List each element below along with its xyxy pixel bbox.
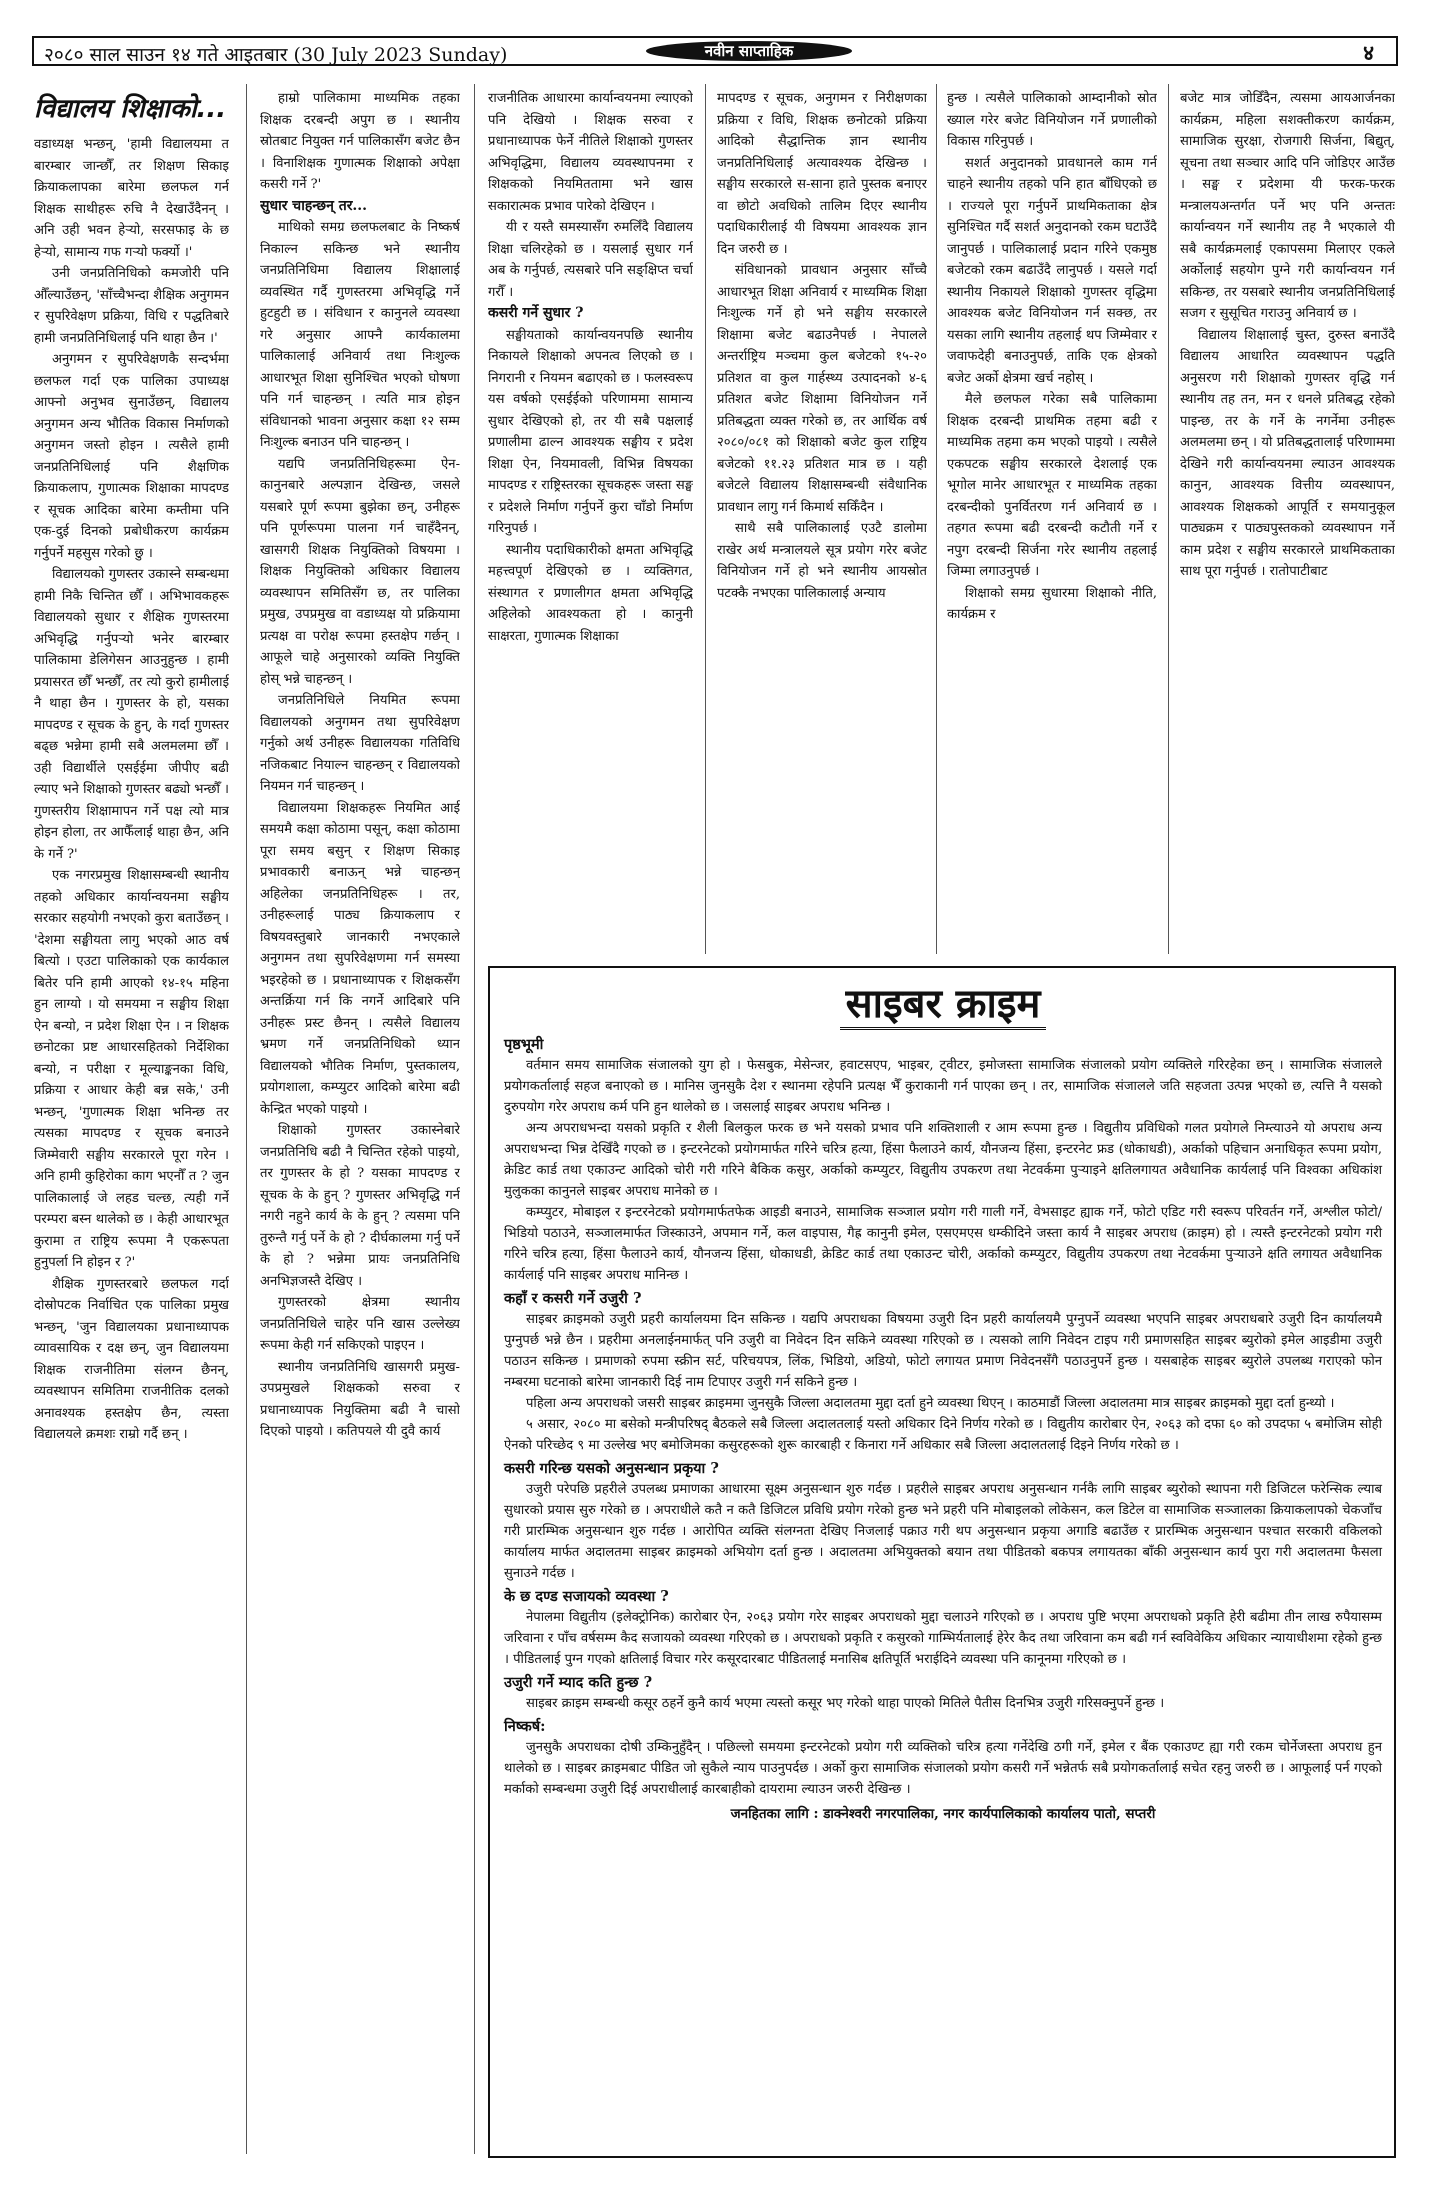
section-heading: कहाँ र कसरी गर्ने उजुरी ?: [504, 1290, 642, 1307]
paragraph: सशर्त अनुदानको प्रावधानले काम गर्न चाहने स्थानीय तहको पनि हात बाँधिएको छ । राज्यले पूरा गर्नुपर्ने प्राथमिकताका क्षेत्र सुनिश्चित गर्दै सशर्त अनुदानको रकम घटाउँदै जानुपर्छ । पालिकालाई प्रदान गरिने एकमुष्ठ बजेटको रकम बढाउँदै लानुपर्छ । यसले गर्दा स्थानीय निकायले शिक्षाको गुणस्तर वृद्धिमा आवश्यक बजेट विनियोजन गर्न सक्छ, तर यसका लागि स्थानीय तहलाई थप जिम्मेवार र जवाफदेही बनाउनुपर्छ, ताकि एक क्षेत्रको बजेट अर्को क्षेत्रमा खर्च नहोस् ।: [947, 155, 1157, 386]
paragraph: विद्यालयको गुणस्तर उकास्ने सम्बन्धमा हामी निकै चिन्तित छौँ । अभिभावकहरू विद्यालयको सुधार र शैक्षिक गुणस्तरमा अभिवृद्धि गर्नुपर्‍यो भनेर बारम्बार पालिकामा डेलिगेसन आउनुहुन्छ । हामी प्रयासरत छौँ भन्छौँ, तर त्यो कुरो हामीलाई नै थाहा छैन । गुणस्तर के हो, यसका मापदण्ड र सूचक के हुन्, के गर्दा गुणस्तर बढ्छ भन्नेमा हामी सबै अलमलमा छौँ । उही विद्यार्थीले एसईईमा जीपीए बढी ल्याए भने शिक्षाको गुणस्तर बढ्यो भन्छौँ । गुणस्तरीय शिक्षामापन गर्ने पक्ष त्यो मात्र होइन होला, तर आफैँलाई थाहा छैन, अनि के गर्ने ?': [34, 567, 229, 862]
article-column-1: [34, 88, 229, 2148]
subheading: सुधार चाहन्छन् तर...: [260, 197, 368, 214]
subheading: कसरी गर्ने सुधार ?: [488, 305, 584, 321]
paragraph: एक नगरप्रमुख शिक्षासम्बन्धी स्थानीय तहको अधिकार कार्यान्वयनमा सङ्घीय सरकार सहयोगी नभएको कुरा बताउँछन् । 'देशमा सङ्घीयता लागु भएको आठ वर्ष बित्यो । एउटा पालिकाको एक कार्यकाल बितेर पनि हामी आएको १४-१५ महिना हुन लाग्यो । यो समयमा न सङ्घीय शिक्षा ऐन बन्यो, न प्रदेश शिक्षा ऐन । न शिक्षक छनोटका प्रष्ट आधारसहितको निर्देशिका बन्यो, न परीक्षा र मूल्याङ्कनका विधि, प्रक्रिया र आधार केही बन्न सके,' उनी भन्छन्, 'गुणात्मक शिक्षा भनिन्छ तर त्यसका मापदण्ड र सूचक बनाउने जिम्मेवारी सङ्घीय सरकारले पूरा गरेन । अनि हामी कुहिरोका काग भएनौँ त ? जुन पालिकालाई जे लहड चल्छ, त्यही गर्ने परम्परा बस्न थालेको छ । केही आधारभूत कुरामा त राष्ट्रिय रूपमा नै एकरूपता हुनुपर्ला नि होइन र ?': [34, 868, 229, 1270]
paragraph: स्थानीय जनप्रतिनिधि खासगरी प्रमुख-उपप्रमुखले शिक्षकको सरुवा र प्रधानाध्यापक नियुक्तिमा बढी नै चासो दिएको पाइयो । कतिपयले यी दुवै कार्य: [260, 1359, 460, 1439]
section-heading: निष्कर्ष:: [504, 1718, 546, 1735]
column-rule: [936, 84, 937, 954]
paragraph: वडाध्यक्ष भन्छन्, 'हामी विद्यालयमा त बारम्बार जान्छौँ, तर शिक्षण सिकाइ क्रियाकलापका बारेमा छलफल गर्न शिक्षक साथीहरू रुचि नै देखाउँदैनन् । अनि उही भवन हेर्‍यो, सरसफाइ के छ हेर्‍यो, सामान्य गफ गर्‍यो फर्क्यो ।': [34, 137, 229, 260]
issue-date: २०८० साल साउन १४ गते आइतबार (30 July 2023 Sunday): [44, 44, 508, 66]
paragraph: हाम्रो पालिकामा माध्यमिक तहका शिक्षक दरबन्दी अपुग छ । स्थानीय स्रोतबाट नियुक्त गर्न पालिकासँग बजेट छैन । विनाशिक्षक गुणात्मक शिक्षाको अपेक्षा कसरी गर्ने ?': [260, 91, 460, 192]
page-number: ४: [1363, 40, 1374, 65]
box-title: [504, 978, 1382, 1030]
paragraph: शैक्षिक गुणस्तरबारे छलफल गर्दा दोस्रोपटक निर्वाचित एक पालिका प्रमुख भन्छन्, 'जुन विद्यालयका प्रधानाध्यापक व्यावसायिक र दक्ष छन्, जुन विद्यालयमा शिक्षक राजनीतिमा संलग्न छैनन्, व्यवस्थापन समितिमा राजनीतिक दलको अनावश्यक हस्तक्षेप छैन, त्यस्ता विद्यालयले क्रमशः राम्रो गर्दै छन् ।: [34, 1276, 229, 1442]
article-column-3: [488, 88, 693, 958]
paragraph: माथिको समग्र छलफलबाट के निष्कर्ष निकाल्न सकिन्छ भने स्थानीय जनप्रतिनिधिमा विद्यालय शिक्षालाई व्यवस्थित गर्दै गुणस्तरमा अभिवृद्धि गर्ने हुटहुटी छ । संविधान र कानुनले व्यवस्था गरे अनुसार आफ्नै कार्यकालमा पालिकालाई अनिवार्य तथा निःशुल्क आधारभूत शिक्षा सुनिश्चित भएको घोषणा पनि गर्न चाहन्छन् । त्यति मात्र होइन संविधानको भावना अनुसार कक्षा १२ सम्म निःशुल्क बनाउन पनि चाहन्छन् ।: [260, 220, 460, 450]
section-heading: उजुरी गर्ने म्याद कति हुन्छ ?: [504, 1674, 653, 1691]
section-heading: कसरी गरिन्छ यसको अनुसन्धान प्रकृया ?: [504, 1460, 719, 1477]
article-kicker: विद्यालय शिक्षाको...: [34, 94, 227, 124]
paragraph: वर्तमान समय सामाजिक संजालको युग हो । फेसबुक, मेसेन्जर, हवाटसएप, भाइबर, ट्वीटर, इमोजस्ता सामाजिक संजालको प्रयोग व्यक्तिले गरिरहेका छन् । सामाजिक संजालले प्रयोगकर्तालाई सहज बनाएको छ । मानिस जुनसुकै देश र स्थानमा रहेपनि प्रत्यक्ष भैँ कुराकानी गर्न पाएका छन् । तर, सामाजिक संजालले जति सहजता उत्पन्न भएको छ, त्यत्ति नै यसको दुरुपयोग गरेर अपराध कर्म पनि हुन थालेको छ । जसलाई साइबर अपराध भनिन्छ ।: [504, 1058, 1382, 1115]
paragraph: विद्यालयमा शिक्षकहरू नियमित आई समयमै कक्षा कोठामा पसून्, कक्षा कोठामा पूरा समय बसुन् र शिक्षण सिकाइ प्रभावकारी बनाऊन् भन्ने चाहन्छन् अहिलेका जनप्रतिनिधिहरू । तर, उनीहरूलाई पाठ्य क्रियाकलाप र विषयवस्तुबारे जानकारी नभएकाले अनुगमन तथा सुपरिवेक्षणमा गर्न समस्या भइरहेको छ । प्रधानाध्यापक र शिक्षकसँग अन्तर्क्रिया गर्न कि नगर्ने आदिबारे पनि उनीहरू प्रस्ट छैनन् । त्यसैले विद्यालय भ्रमण गर्ने जनप्रतिनिधिको ध्यान विद्यालयको भौतिक निर्माण, पुस्तकालय, प्रयोगशाला, कम्प्युटर आदिको बारेमा बढी केन्द्रित भएको पाइयो ।: [260, 800, 460, 1117]
paragraph: साइबर क्राइम सम्बन्धी कसूर ठहर्ने कुनै कार्य भएमा त्यस्तो कसूर भए गरेको थाहा पाएको मितिले पैतीस दिनभित्र उजुरी गरिसक्नुपर्ने हुन्छ ।: [526, 1696, 1165, 1711]
column-rule: [1168, 84, 1169, 954]
paragraph: अन्य अपराधभन्दा यसको प्रकृति र शैली बिलकुल फरक छ भने यसको प्रभाव पनि शक्तिशाली र आम रूपमा हुन्छ । विद्युतीय प्रविधिको गलत प्रयोगले निम्त्याउने यो अपराध अन्य अपराधभन्दा भिन्न देखिँदै गएको छ । इन्टरनेटको प्रयोगमार्फत गरिने चरित्र हत्या, हिंसा फैलाउने कार्य, यौनजन्य हिंसा, इन्टरनेट फ्रड (धोकाधडी), अर्काको पहिचान अनाधिकृत रूपमा प्रयोग, क्रेडिट कार्ड तथा एकाउन्ट आदिको चोरी गरी गरिने बैकिक कसुर, अर्काको कम्प्युटर, विद्युतीय उपकरण तथा नेटवर्कमा पुऱ्याइने क्षतिलगायत अवैधानिक कार्यलाई पनि विश्वका अधिकांश मुलुकका कानुनले साइबर अपराध मानेको छ ।: [504, 1121, 1382, 1199]
column-rule: [474, 84, 475, 2154]
article-column-5: [947, 88, 1157, 958]
column-rule: [705, 84, 706, 954]
paper-name-badge: नवीन साप्ताहिक: [646, 41, 852, 61]
article-column-6: [1180, 88, 1395, 958]
paragraph: साथै सबै पालिकालाई एउटै डालोमा राखेर अर्थ मन्त्रालयले सूत्र प्रयोग गरेर बजेट विनियोजन गर्ने हो भने स्थानीय आयस्रोत पटक्कै नभएका पालिकालाई अन्याय: [717, 521, 927, 601]
column-rule: [246, 84, 247, 2154]
article-column-4: [717, 88, 927, 958]
section-heading: पृष्ठभूमी: [504, 1036, 544, 1053]
paragraph: संविधानको प्रावधान अनुसार साँच्चै आधारभूत शिक्षा अनिवार्य र माध्यमिक शिक्षा निःशुल्क गर्ने हो भने सङ्घीय सरकारले शिक्षामा बजेट बढाउनैपर्छ । नेपालले अन्तर्राष्ट्रिय मञ्चमा कुल बजेटको १५-२० प्रतिशत वा कुल गार्हस्थ्य उत्पादनको ४-६ प्रतिशत बजेट शिक्षामा विनियोजन गर्ने प्रतिबद्धता व्यक्त गरेको छ, तर आर्थिक वर्ष २०८०/०८१ को शिक्षाको बजेट कुल राष्ट्रिय बजेटको ११.२३ प्रतिशत मात्र छ । यही बजेटले विद्यालय शिक्षासम्बन्धी संवैधानिक प्रावधान लागु गर्न किमार्थ सकिँदैन ।: [717, 263, 927, 515]
paragraph: नेपालमा विद्युतीय (इलेक्ट्रोनिक) कारोबार ऐन, २०६३ प्रयोग गरेर साइबर अपराधको मुद्दा चलाउने गरिएको छ । अपराध पुष्टि भएमा अपराधको प्रकृति हेरी बढीमा तीन लाख रुपैयासम्म जरिवाना र पाँच वर्षसम्म कैद सजायको व्यवस्था गरिएको छ । अपराधको प्रकृति र कसुरको गाम्भिर्यतालाई हेरेर कैद तथा जरिवाना कम बढी गर्न स्वविवेकिय अधिकार न्यायाधीशमा रहेको हुन्छ । पीडितलाई पुग्न गएको क्षतिलाई विचार गरेर कसूरदारबाट पीडितलाई मनासिब क्षतिपूर्ति भराईदिने व्यवस्था पनि कानूनमा गरिएको छ ।: [504, 1610, 1382, 1667]
paragraph: गुणस्तरको क्षेत्रमा स्थानीय जनप्रतिनिधिले चाहेर पनि खास उल्लेख्य रूपमा केही गर्न सकिएको पाइएन ।: [260, 1295, 460, 1353]
paragraph: जनप्रतिनिधिले नियमित रूपमा विद्यालयको अनुगमन तथा सुपरिवेक्षण गर्नुको अर्थ उनीहरू विद्यालयका गतिविधि नजिकबाट नियाल्न चाहन्छन् र विद्यालयको नियमन गर्न चाहन्छन् ।: [260, 693, 460, 794]
article-column-2: [260, 88, 460, 2148]
paragraph: साइबर क्राइमको उजुरी प्रहरी कार्यालयमा दिन सकिन्छ । यद्यपि अपराधका विषयमा उजुरी दिन प्रहरी कार्यालयमै पुग्नुपर्ने व्यवस्था भएपनि साइबर अपराधबारे उजुरी दिन कार्यालयमै पुग्नुपर्छ भन्ने छैन । प्रहरीमा अनलाईनमार्फत् पनि उजुरी वा निवेदन दिन सकिने व्यवस्था गरिएको छ । त्यसको लागि निवेदन टाइप गरी प्रमाणसहित साइबर ब्युरोको इमेल आइडीमा उजुरी पठाउन सकिन्छ । प्रमाणको रुपमा स्क्रीन सर्ट, परिचयपत्र, लिंक, भिडियो, अडियो, फोटो लगायत प्रमाण निवेदनसँगै पठाउनुपर्ने हुन्छ । यसबाहेक साइबर ब्युरोले उपलब्ध गराएको फोन नम्बरमा घटनाको बारेमा जानकारी दिई नाम टिपाएर उजुरी गर्न सकिने हुन्छ ।: [504, 1312, 1383, 1390]
paragraph: उनी जनप्रतिनिधिको कमजोरी पनि औँल्याउँछन्, 'साँच्चैभन्दा शैक्षिक अनुगमन र सुपरिवेक्षण प्रक्रिया, विधि र पद्धतिबारे हामी जनप्रतिनिधिलाई पनि थाहा छैन ।': [34, 266, 229, 346]
paragraph: उजुरी परेपछि प्रहरीले उपलब्ध प्रमाणका आधारमा सूक्ष्म अनुसन्धान शुरु गर्दछ । प्रहरीले साइबर अपराध अनुसन्धान गर्नकै लागि साइबर ब्युरोको स्थापना गरी डिजिटल फरेन्सिक ल्याब सुधारको प्रयास सुरु गरेको छ । अपराधीले कतै न कतै डिजिटल प्रविधि प्रयोग गरेको हुन्छ भने प्रहरी पनि मोबाइलको लोकेसन, कल डिटेल वा सामाजिक सञ्जालका क्रियाकलापको चेकजाँच गरी प्रारम्भिक अनुसन्धान शुरु गर्दछ । आरोपित व्यक्ति संलग्नता देखिए निजलाई पक्राउ गरी थप अनुसन्धान प्रकृया अगाडि बढाउँछ र प्रारम्भिक अनुसन्धान पश्चात सरकारी वकिलको कार्यालय मार्फत अदालतमा साइबर क्राइमको अभियोग दर्ता हुन्छ । अदालतमा अभियुक्तको बयान तथा पीडितको बकपत्र लगायतका बाँकी अनुसन्धान कार्य पुरा गरी अदालतमा फैसला सुनाउने गर्दछ ।: [504, 1482, 1382, 1581]
paragraph: यद्यपि जनप्रतिनिधिहरूमा ऐन-कानुनबारे अल्पज्ञान देखिन्छ, जसले यसबारे पूर्ण रूपमा बुझेका छन्, उनीहरू पनि पूर्णरूपमा पालना गर्न चाहँदैनन्, खासगरी शिक्षक नियुक्तिको विषयमा । शिक्षक नियुक्तिको अधिकार विद्यालय व्यवस्थापन समितिसँग छ, तर पालिका प्रमुख, उपप्रमुख वा वडाध्यक्ष यो प्रक्रियामा प्रत्यक्ष वा परोक्ष रूपमा हस्तक्षेप गर्छन् । आफूले चाहे अनुसारको व्यक्ति नियुक्ति होस् भन्ने चाहन्छन् ।: [260, 456, 460, 687]
cyber-crime-box: [488, 966, 1396, 2158]
paragraph: हुन्छ । त्यसैले पालिकाको आम्दानीको स्रोत ख्याल गरेर बजेट विनियोजन गर्ने प्रणालीको विकास गरिनुपर्छ ।: [947, 91, 1157, 149]
paragraph: कम्प्युटर, मोबाइल र इन्टरनेटको प्रयोगमार्फतफेक आइडी बनाउने, सामाजिक सञ्जाल प्रयोग गरी गाली गर्ने, वेभसाइट ह्याक गर्ने, फोटो एडिट गरी स्वरूप परिवर्तन गर्ने, अश्लील फोटो/भिडियो पठाउने, सञ्जालमार्फत जिस्काउने, अपमान गर्ने, कल वाइपास, गैह्र कानुनी इमेल, एसएमएस धम्कीदिने जस्ता कार्य नै साइबर अपराध (क्राइम) हो । त्यस्तै इन्टरनेटको प्रयोग गरी गरिने चरित्र हत्या, हिंसा फैलाउने कार्य, यौनजन्य हिंसा, धोकाधडी, क्रेडिट कार्ड तथा एकाउन्ट चोरी, अर्काको कम्प्युटर, विद्युतीय उपकरण तथा नेटवर्कमा पुर्‍याउने क्षति लगायत अवैधानिक कार्यलाई पनि साइबर अपराध मानिन्छ ।: [504, 1205, 1382, 1283]
paragraph: मैले छलफल गरेका सबै पालिकामा शिक्षक दरबन्दी प्राथमिक तहमा बढी र माध्यमिक तहमा कम भएको पाइयो । त्यसैले एकपटक सङ्घीय सरकारले देशलाई एक भूगोल मानेर आधारभूत र माध्यमिक तहका दरबन्दीको पुनर्वितरण गर्न अनिवार्य छ । तहगत रूपमा बढी दरबन्दी कटौती गर्ने र नपुग दरबन्दी सिर्जना गरेर स्थानीय तहलाई जिम्मा लगाउनुपर्छ ।: [947, 392, 1157, 579]
section-heading: के छ दण्ड सजायको व्यवस्था ?: [504, 1588, 669, 1605]
paragraph: विद्यालय शिक्षालाई चुस्त, दुरुस्त बनाउँदै विद्यालय आधारित व्यवस्थापन पद्धति अनुसरण गरी शिक्षाको गुणस्तर वृद्धि गर्न स्थानीय तह तन, मन र धनले प्रतिबद्ध रहेको पाइन्छ, तर के गर्ने के नगर्नेमा उनीहरू अलमलमा छन् । यो प्रतिबद्धतालाई परिणाममा देखिने गरी कार्यान्वयनमा ल्याउन आवश्यक कानुन, आवश्यक वित्तीय व्यवस्थापन, आवश्यक शिक्षकको आपूर्ति र समयानुकूल पाठ्यक्रम र पाठ्यपुस्तकको व्यवस्थापन गर्ने काम प्रदेश र सङ्घीय सरकारले प्राथमिकताका साथ पूरा गर्नुपर्छ । रातोपाटीबाट: [1180, 327, 1395, 579]
paragraph: पहिला अन्य अपराधको जसरी साइबर क्राइममा जुनसुकै जिल्ला अदालतमा मुद्दा दर्ता हुने व्यवस्था थिएन् । काठमाडौं जिल्ला अदालतमा मात्र साइबर क्राइमको मुद्दा दर्ता हुन्थ्यो ।: [526, 1396, 1335, 1411]
paragraph: अनुगमन र सुपरिवेक्षणकै सन्दर्भमा छलफल गर्दा एक पालिका उपाध्यक्ष आफ्नो अनुभव सुनाउँछन्, विद्यालय अनुगमन अन्य भौतिक विकास निर्माणको अनुगमन जस्तो होइन । त्यसैले हामी जनप्रतिनिधिलाई पनि शैक्षणिक क्रियाकलाप, गुणात्मक शिक्षाका मापदण्ड र सूचक आदिका बारेमा कम्तीमा पनि एक-दुई दिनको प्रबोधीकरण कार्यक्रम गर्नुपर्ने महसुस गरेको छु ।: [34, 352, 229, 561]
box-credit: जनहितका लागि : डाक्नेश्वरी नगरपालिका, नगर कार्यपालिकाको कार्यालय पातो, सप्तरी: [730, 1806, 1156, 1822]
paragraph: राजनीतिक आधारमा कार्यान्वयनमा ल्याएको पनि देखियो । शिक्षक सरुवा र प्रधानाध्यापक फेर्ने नीतिले शिक्षाको गुणस्तर अभिवृद्धिमा, विद्यालय व्यवस्थापनमा र शिक्षकको नियमिततामा भने खास सकारात्मक प्रभाव पारेको देखिएन ।: [488, 91, 693, 214]
paragraph: जुनसुकै अपराधका दोषी उम्किनुहुँदैन् । पछिल्लो समयमा इन्टरनेटको प्रयोग गरी व्यक्तिको चरित्र हत्या गर्नेदेखि ठगी गर्ने, इमेल र बैंक एकाउण्ट ह्या गरी रकम चोर्नेजस्ता अपराध हुन थालेको छ । साइबर क्राइमबाट पीडित जो सुकैले न्याय पाउनुपर्दछ । अर्को कुरा सामाजिक संजालको प्रयोग कसरी गर्ने भन्नेतर्फ सबै प्रयोगकर्तालाई सचेत रहनु जरुरी छ । आफूलाई पर्न गएको मर्काको सम्बन्धमा उजुरी दिई अपराधीलाई कारबाहीको दायरामा ल्याउन जरुरी देखिन्छ ।: [504, 1740, 1382, 1797]
paragraph: स्थानीय पदाधिकारीको क्षमता अभिवृद्धि महत्त्वपूर्ण देखिएको छ । व्यक्तिगत, संस्थागत र प्रणालीगत क्षमता अभिवृद्धि अहिलेको आवश्यकता हो । कानुनी साक्षरता, गुणात्मक शिक्षाका: [488, 542, 693, 644]
paragraph: सङ्घीयताको कार्यान्वयनपछि स्थानीय निकायले शिक्षाको अपनत्व लिएको छ । निगरानी र नियमन बढाएको छ । फलस्वरूप यस वर्षको एसईईको परिणाममा सामान्य सुधार देखिएको हो, तर यी सबै पक्षलाई प्रणालीमा ढाल्न आवश्यक सङ्घीय र प्रदेश शिक्षा ऐन, नियमावली, विभिन्न विषयका मापदण्ड र राष्ट्रिस्तरका सूचकहरू जस्ता सङ्घ र प्रदेशले निर्माण गर्नुपर्ने कुरा चाँडो निर्माण गरिनुपर्छ ।: [488, 327, 693, 536]
page-header: [32, 36, 1398, 66]
box-title-text: साइबर क्राइम: [840, 981, 1047, 1030]
paragraph: ५ असार, २०८० मा बसेको मन्त्रीपरिषद् बैठकले सबै जिल्ला अदालतलाई यस्तो अधिकार दिने निर्णय गरेको छ । विद्युतीय कारोबार ऐन, २०६३ को दफा ६० को उपदफा ५ बमोजिम सोही ऐनको परिच्छेद ९ मा उल्लेख भए बमोजिमका कसुरहरूको शुरू कारबाही र किनारा गर्ने अधिकार सबै जिल्ला अदालतलाई दिइने निर्णय गरेको छ ।: [504, 1417, 1382, 1453]
paragraph: बजेट मात्र जोडिँदैन, त्यसमा आयआर्जनका कार्यक्रम, महिला सशक्तीकरण कार्यक्रम, सामाजिक सुरक्षा, रोजगारी सिर्जना, बिद्युत्, सूचना तथा सञ्चार आदि पनि जोडिएर आउँछ । सङ्घ र प्रदेशमा यी फरक-फरक मन्त्रालयअन्तर्गत पर्ने भए पनि अन्ततः कार्यान्वयन गर्ने स्थानीय तह नै भएकाले यी सबै कार्यक्रमलाई एकापसमा मिलाएर एकले अर्कोलाई सहयोग पुग्ने गरी कार्यान्वयन गर्न सकिन्छ, तर यसबारे स्थानीय जनप्रतिनिधिलाई सजग र सुसूचित गराउनु अनिवार्य छ ।: [1180, 91, 1395, 321]
paragraph: यी र यस्तै समस्यासँग रुमलिँदै विद्यालय शिक्षा चलिरहेको छ । यसलाई सुधार गर्न अब के गर्नुपर्छ, त्यसबारे पनि सङ्क्षिप्त चर्चा गरौँ ।: [488, 220, 693, 300]
paragraph: मापदण्ड र सूचक, अनुगमन र निरीक्षणका प्रक्रिया र विधि, शिक्षक छनोटको प्रक्रिया आदिको सैद्धान्तिक ज्ञान स्थानीय जनप्रतिनिधिलाई अत्यावश्यक देखिन्छ । सङ्घीय सरकारले स-साना हाते पुस्तक बनाएर वा छोटो अवधिको तालिम दिएर स्थानीय पदाधिकारीलाई यी विषयमा आवश्यक ज्ञान दिन जरुरी छ ।: [717, 91, 927, 257]
paragraph: शिक्षाको समग्र सुधारमा शिक्षाको नीति, कार्यक्रम र: [947, 585, 1157, 622]
paragraph: शिक्षाको गुणस्तर उकास्नेबारे जनप्रतिनिधि बढी नै चिन्तित रहेको पाइयो, तर गुणस्तर के हो ? यसका मापदण्ड र सूचक के के हुन् ? गुणस्तर अभिवृद्धि गर्न नगरी नहुने कार्य के के हुन् ? त्यसमा पनि तुरुन्तै गर्नु पर्ने के हो ? दीर्घकालमा गर्नु पर्ने के हो ? भन्नेमा प्रायः जनप्रतिनिधि अनभिज्ञजस्तै देखिए ।: [260, 1123, 460, 1289]
